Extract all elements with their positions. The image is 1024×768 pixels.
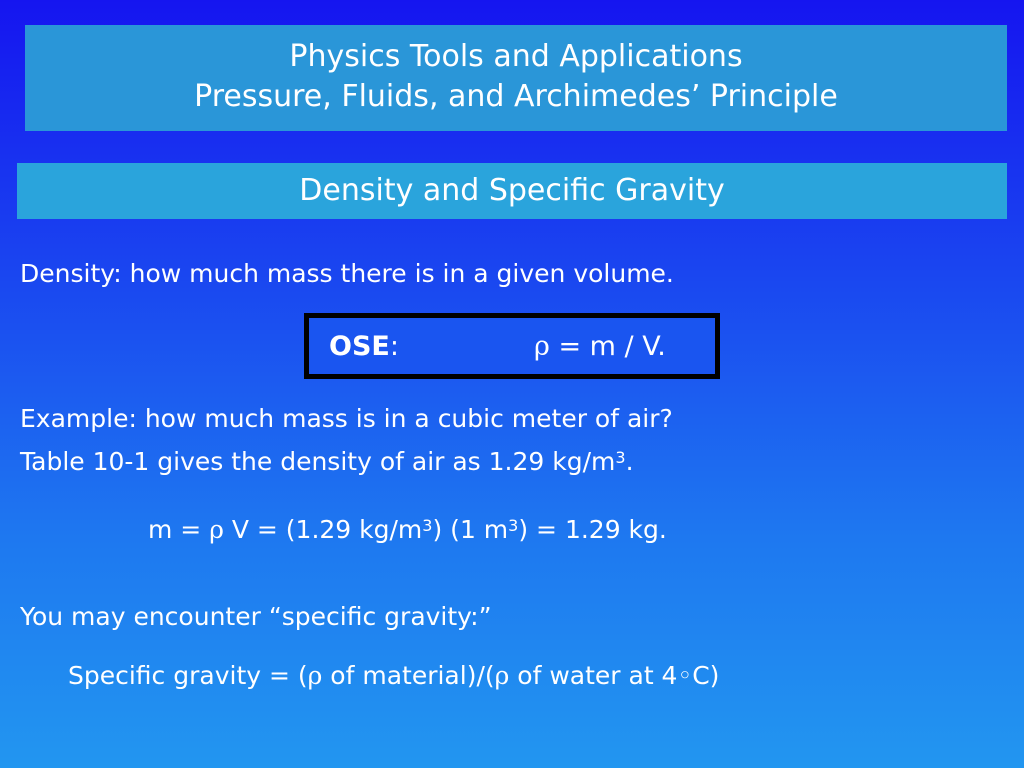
example-table-exponent: 3 bbox=[615, 448, 626, 467]
sg-part-3: of water at 4 bbox=[509, 661, 678, 690]
rho-symbol: ρ bbox=[534, 331, 550, 362]
ose-formula-text: = m / V. bbox=[549, 331, 666, 362]
example-table-text: Table 10-1 gives the density of air as 1.29 kg/m bbox=[20, 447, 616, 476]
sg-part-2: of material)/( bbox=[322, 661, 495, 690]
ose-colon: : bbox=[389, 331, 399, 362]
calc-part-4: ) = 1.29 kg. bbox=[518, 515, 667, 544]
title-line-1: Physics Tools and Applications bbox=[289, 39, 743, 74]
title-line-2: Pressure, Fluids, and Archimedes’ Principle bbox=[194, 79, 838, 114]
ose-label bbox=[329, 332, 399, 362]
subtitle-banner: Density and Specific Gravity bbox=[17, 163, 1007, 219]
calc-part-2: V = (1.29 kg/m bbox=[223, 515, 423, 544]
example-question: Example: how much mass is in a cubic meter of air? bbox=[20, 404, 673, 433]
density-definition: Density: how much mass there is in a given volume. bbox=[20, 259, 674, 288]
calc-exponent-2: 3 bbox=[508, 516, 519, 535]
sg-part-4: C) bbox=[692, 661, 720, 690]
calc-part-1: m = bbox=[148, 515, 210, 544]
ose-label-text: OSE bbox=[329, 331, 390, 362]
ose-formula bbox=[534, 332, 666, 362]
degree-symbol: ◦ bbox=[677, 661, 693, 690]
specific-gravity-formula bbox=[68, 661, 719, 691]
calc-part-3: ) (1 m bbox=[432, 515, 509, 544]
rho-symbol: ρ bbox=[209, 515, 224, 544]
ose-box bbox=[304, 313, 720, 379]
calc-exponent-1: 3 bbox=[422, 516, 433, 535]
mass-calculation bbox=[148, 515, 667, 545]
rho-symbol: ρ bbox=[494, 661, 510, 690]
specific-gravity-intro: You may encounter “specific gravity:” bbox=[20, 602, 492, 631]
example-table-line bbox=[20, 447, 634, 477]
example-table-end: . bbox=[625, 447, 634, 476]
sg-part-1: Specific gravity = ( bbox=[68, 661, 308, 690]
rho-symbol: ρ bbox=[307, 661, 323, 690]
title-banner bbox=[25, 25, 1007, 131]
